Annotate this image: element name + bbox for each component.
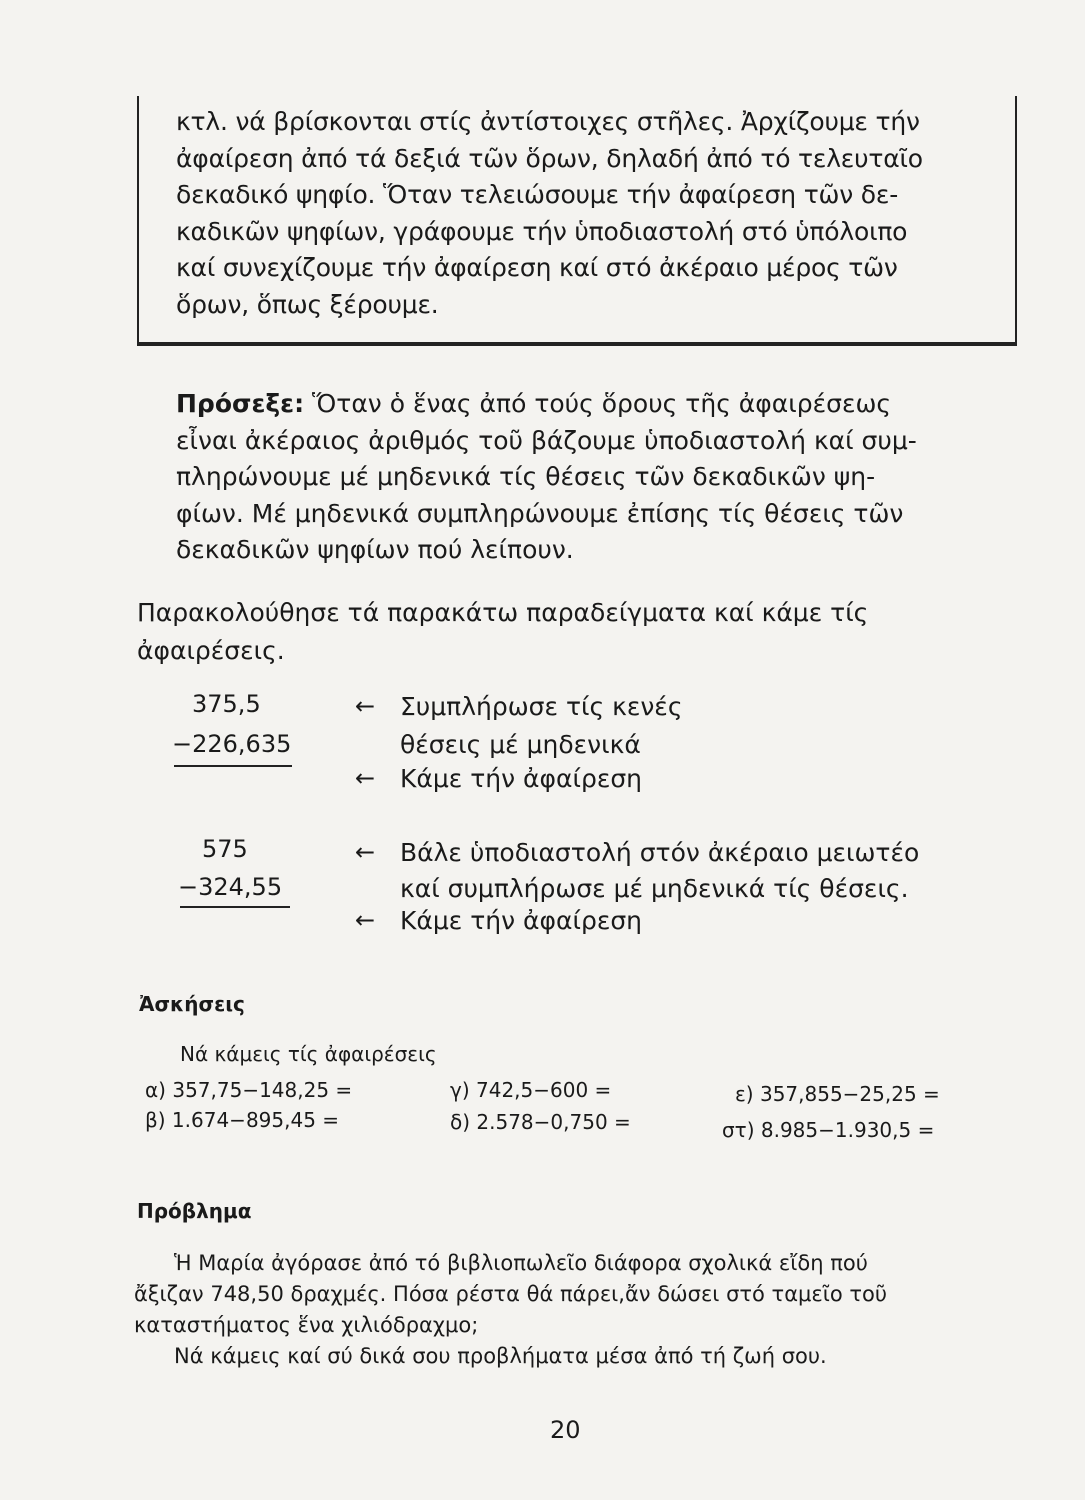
rule-line: δεκαδικό ψηφίο. Ὅταν τελειώσουμε τήν ἀφαίρεση τῶν δε-: [176, 180, 899, 209]
example-2-instruction-1: Βάλε ὑποδιαστολή στόν ἀκέραιο μειωτέο: [400, 838, 920, 867]
arrow-left-icon: ←: [355, 692, 376, 720]
note-line: δεκαδικῶν ψηφίων πού λείπουν.: [176, 535, 574, 564]
page-number: 20: [550, 1416, 581, 1444]
example-1-instruction-3: Κάμε τήν ἀφαίρεση: [400, 764, 643, 793]
exercise-e: ε) 357,855−25,25 =: [735, 1082, 940, 1106]
problem-line: καταστήματος ἕνα χιλιόδραχμο;: [134, 1313, 479, 1337]
rule-line: κτλ. νά βρίσκονται στίς ἀντίστοιχες στῆλες. Ἀρχίζουμε τήν: [176, 107, 920, 136]
example-1-subtrahend: −226,635: [172, 730, 292, 758]
exercises-intro: Νά κάμεις τίς ἀφαιρέσεις: [180, 1042, 437, 1066]
exercise-b: β) 1.674−895,45 =: [145, 1108, 340, 1132]
example-2-minuend: 575: [202, 835, 248, 863]
exercise-a: α) 357,75−148,25 =: [145, 1078, 353, 1102]
problem-line: Ἡ Μαρία ἀγόρασε ἀπό τό βιβλιοπωλεῖο διάφορα σχολικά εἴδη πού: [174, 1251, 868, 1275]
note-first-text: Ὅταν ὁ ἕνας ἀπό τούς ὅρους τῆς ἀφαιρέσεως: [304, 389, 892, 418]
rule-line: καδικῶν ψηφίων, γράφουμε τήν ὑποδιαστολή στό ὑπόλοιπο: [176, 216, 908, 246]
arrow-left-icon: ←: [355, 906, 376, 934]
rule-line: καί συνεχίζουμε τήν ἀφαίρεση καί στό ἀκέραιο μέρος τῶν: [176, 253, 898, 282]
rule-line: ἀφαίρεση ἀπό τά δεξιά τῶν ὅρων, δηλαδή ἀπό τό τελευταῖο: [176, 143, 923, 173]
attention-note: [176, 386, 986, 569]
note-line: φίων. Μέ μηδενικά συμπληρώνουμε ἐπίσης τίς θέσεις τῶν: [176, 498, 904, 528]
note-line: πληρώνουμε μέ μηδενικά τίς θέσεις τῶν δεκαδικῶν ψη-: [176, 462, 876, 491]
rule-line: ὅρων, ὅπως ξέρουμε.: [176, 289, 439, 319]
arrow-left-icon: ←: [355, 838, 376, 866]
example-1-instruction-1: Συμπλήρωσε τίς κενές: [400, 692, 683, 721]
example-2-instruction-3: Κάμε τήν ἀφαίρεση: [400, 906, 643, 935]
exercise-d: δ) 2.578−0,750 =: [450, 1110, 631, 1134]
problem-title: Πρόβλημα: [137, 1199, 252, 1223]
follow-instruction: [137, 594, 1012, 670]
example-2-instruction-2: καί συμπλήρωσε μέ μηδενικά τίς θέσεις.: [400, 874, 909, 903]
example-2-underline: [180, 906, 290, 908]
problem-text: [134, 1248, 1014, 1372]
example-1-minuend: 375,5: [192, 690, 261, 718]
arrow-left-icon: ←: [355, 764, 376, 792]
exercise-f: στ) 8.985−1.930,5 =: [722, 1118, 935, 1142]
note-label: Πρόσεξε:: [176, 389, 305, 418]
problem-line: ἄξιζαν 748,50 δραχμές. Πόσα ρέστα θά πάρει,ἄν δώσει στό ταμεῖο τοῦ: [134, 1282, 888, 1306]
example-1-instruction-2: θέσεις μέ μηδενικά: [400, 730, 641, 759]
exercise-c: γ) 742,5−600 =: [450, 1078, 612, 1102]
problem-line: Νά κάμεις καί σύ δικά σου προβλήματα μέσα ἀπό τή ζωή σου.: [174, 1344, 827, 1368]
follow-line: Παρακολούθησε τά παρακάτω παραδείγματα καί κάμε τίς: [137, 598, 869, 627]
follow-line: ἀφαιρέσεις.: [137, 636, 285, 665]
note-line: εἶναι ἀκέραιος ἀριθμός τοῦ βάζουμε ὑποδιαστολή καί συμ-: [176, 425, 917, 455]
example-1-underline: [174, 765, 292, 767]
note-first-line: [176, 386, 986, 423]
example-2-subtrahend: −324,55: [178, 873, 283, 901]
rule-box-text: [176, 104, 986, 323]
exercises-title: Ἀσκήσεις: [139, 992, 245, 1016]
